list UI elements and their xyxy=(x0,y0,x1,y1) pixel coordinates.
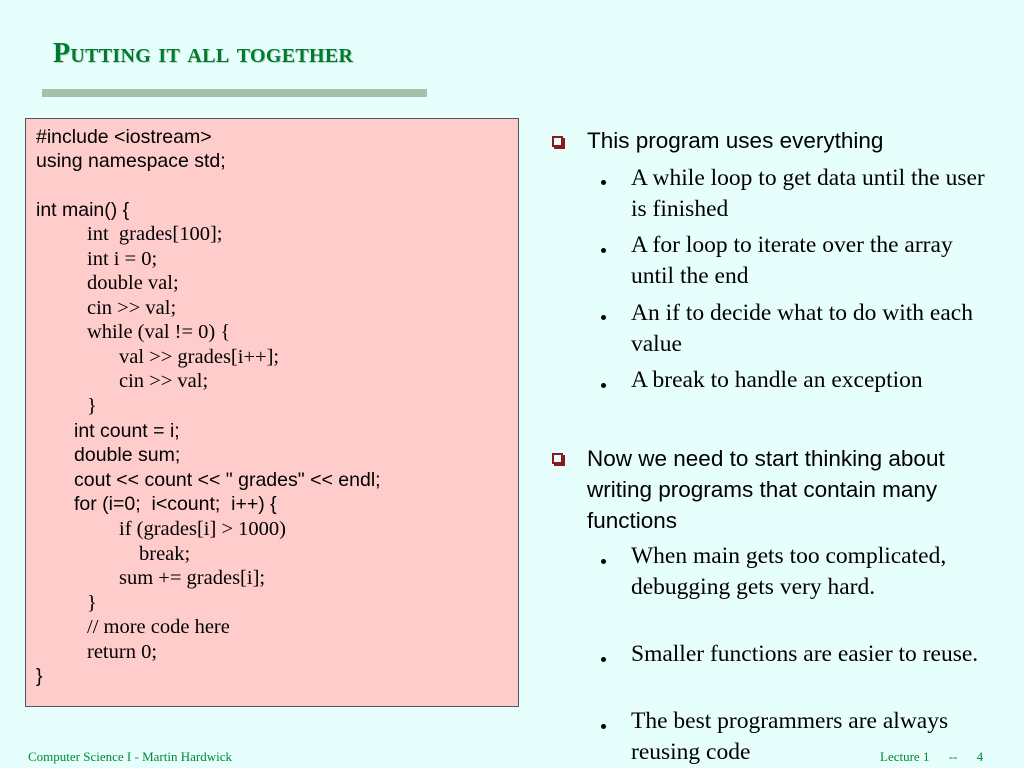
checkbox-bullet-icon xyxy=(552,136,563,147)
slide-title: Putting it all together xyxy=(53,38,354,69)
sub-bullet-text: A for loop to iterate over the array until the end xyxy=(631,232,953,289)
footer-course: Computer Science I - Martin Hardwick xyxy=(28,749,232,764)
code-line: // more code here xyxy=(87,616,230,638)
code-line: int count = i; xyxy=(74,420,180,442)
footer-lecture: Lecture 1 xyxy=(880,749,930,764)
code-box xyxy=(25,118,519,707)
code-line: sum += grades[i]; xyxy=(119,567,266,589)
dot-bullet-icon xyxy=(601,559,606,564)
code-line: double val; xyxy=(87,272,179,294)
code-line: using namespace std; xyxy=(36,150,226,172)
footer-separator: -- xyxy=(948,749,958,764)
code-line: val >> grades[i++]; xyxy=(119,346,280,368)
footer-page-number: 4 xyxy=(976,749,984,764)
dot-bullet-icon xyxy=(601,383,606,388)
code-line: } xyxy=(87,592,97,614)
bullet-text: Now we need to start thinking about writing programs that contain many functions xyxy=(587,446,945,533)
code-line: cin >> val; xyxy=(87,297,177,319)
code-line: double sum; xyxy=(74,444,181,466)
sub-bullet-text: A break to handle an exception xyxy=(631,367,923,393)
code-line: if (grades[i] > 1000) xyxy=(119,518,286,540)
code-line: #include <iostream> xyxy=(36,126,212,148)
sub-bullet-text: Smaller functions are easier to reuse. xyxy=(631,641,979,667)
code-line: cin >> val; xyxy=(119,370,209,392)
code-line: int grades[100]; xyxy=(87,223,223,245)
sub-bullet-text: The best programmers are always reusing code xyxy=(631,708,949,765)
code-line: } xyxy=(36,665,43,687)
dot-bullet-icon xyxy=(601,315,606,320)
sub-bullet-text: A while loop to get data until the user is finished xyxy=(631,165,985,222)
bullet-text: This program uses everything xyxy=(587,128,884,153)
code-line: int main() { xyxy=(36,199,130,221)
footer-page-info xyxy=(880,749,983,765)
dot-bullet-icon xyxy=(601,724,606,729)
code-line: } xyxy=(87,395,97,417)
code-line: cout << count << " grades" << endl; xyxy=(74,469,381,491)
code-line: return 0; xyxy=(87,641,158,663)
code-line: break; xyxy=(139,543,191,565)
sub-bullet-text: An if to decide what to do with each value xyxy=(631,300,973,357)
checkbox-bullet-icon xyxy=(552,453,563,464)
code-line: int i = 0; xyxy=(87,248,158,270)
dot-bullet-icon xyxy=(601,248,606,253)
code-line: for (i=0; i<count; i++) { xyxy=(74,493,277,515)
code-line: while (val != 0) { xyxy=(87,321,231,343)
title-underline xyxy=(42,89,427,97)
sub-bullet-text: When main gets too complicated, debugging gets very hard. xyxy=(631,543,947,600)
dot-bullet-icon xyxy=(601,657,606,662)
dot-bullet-icon xyxy=(601,180,606,185)
